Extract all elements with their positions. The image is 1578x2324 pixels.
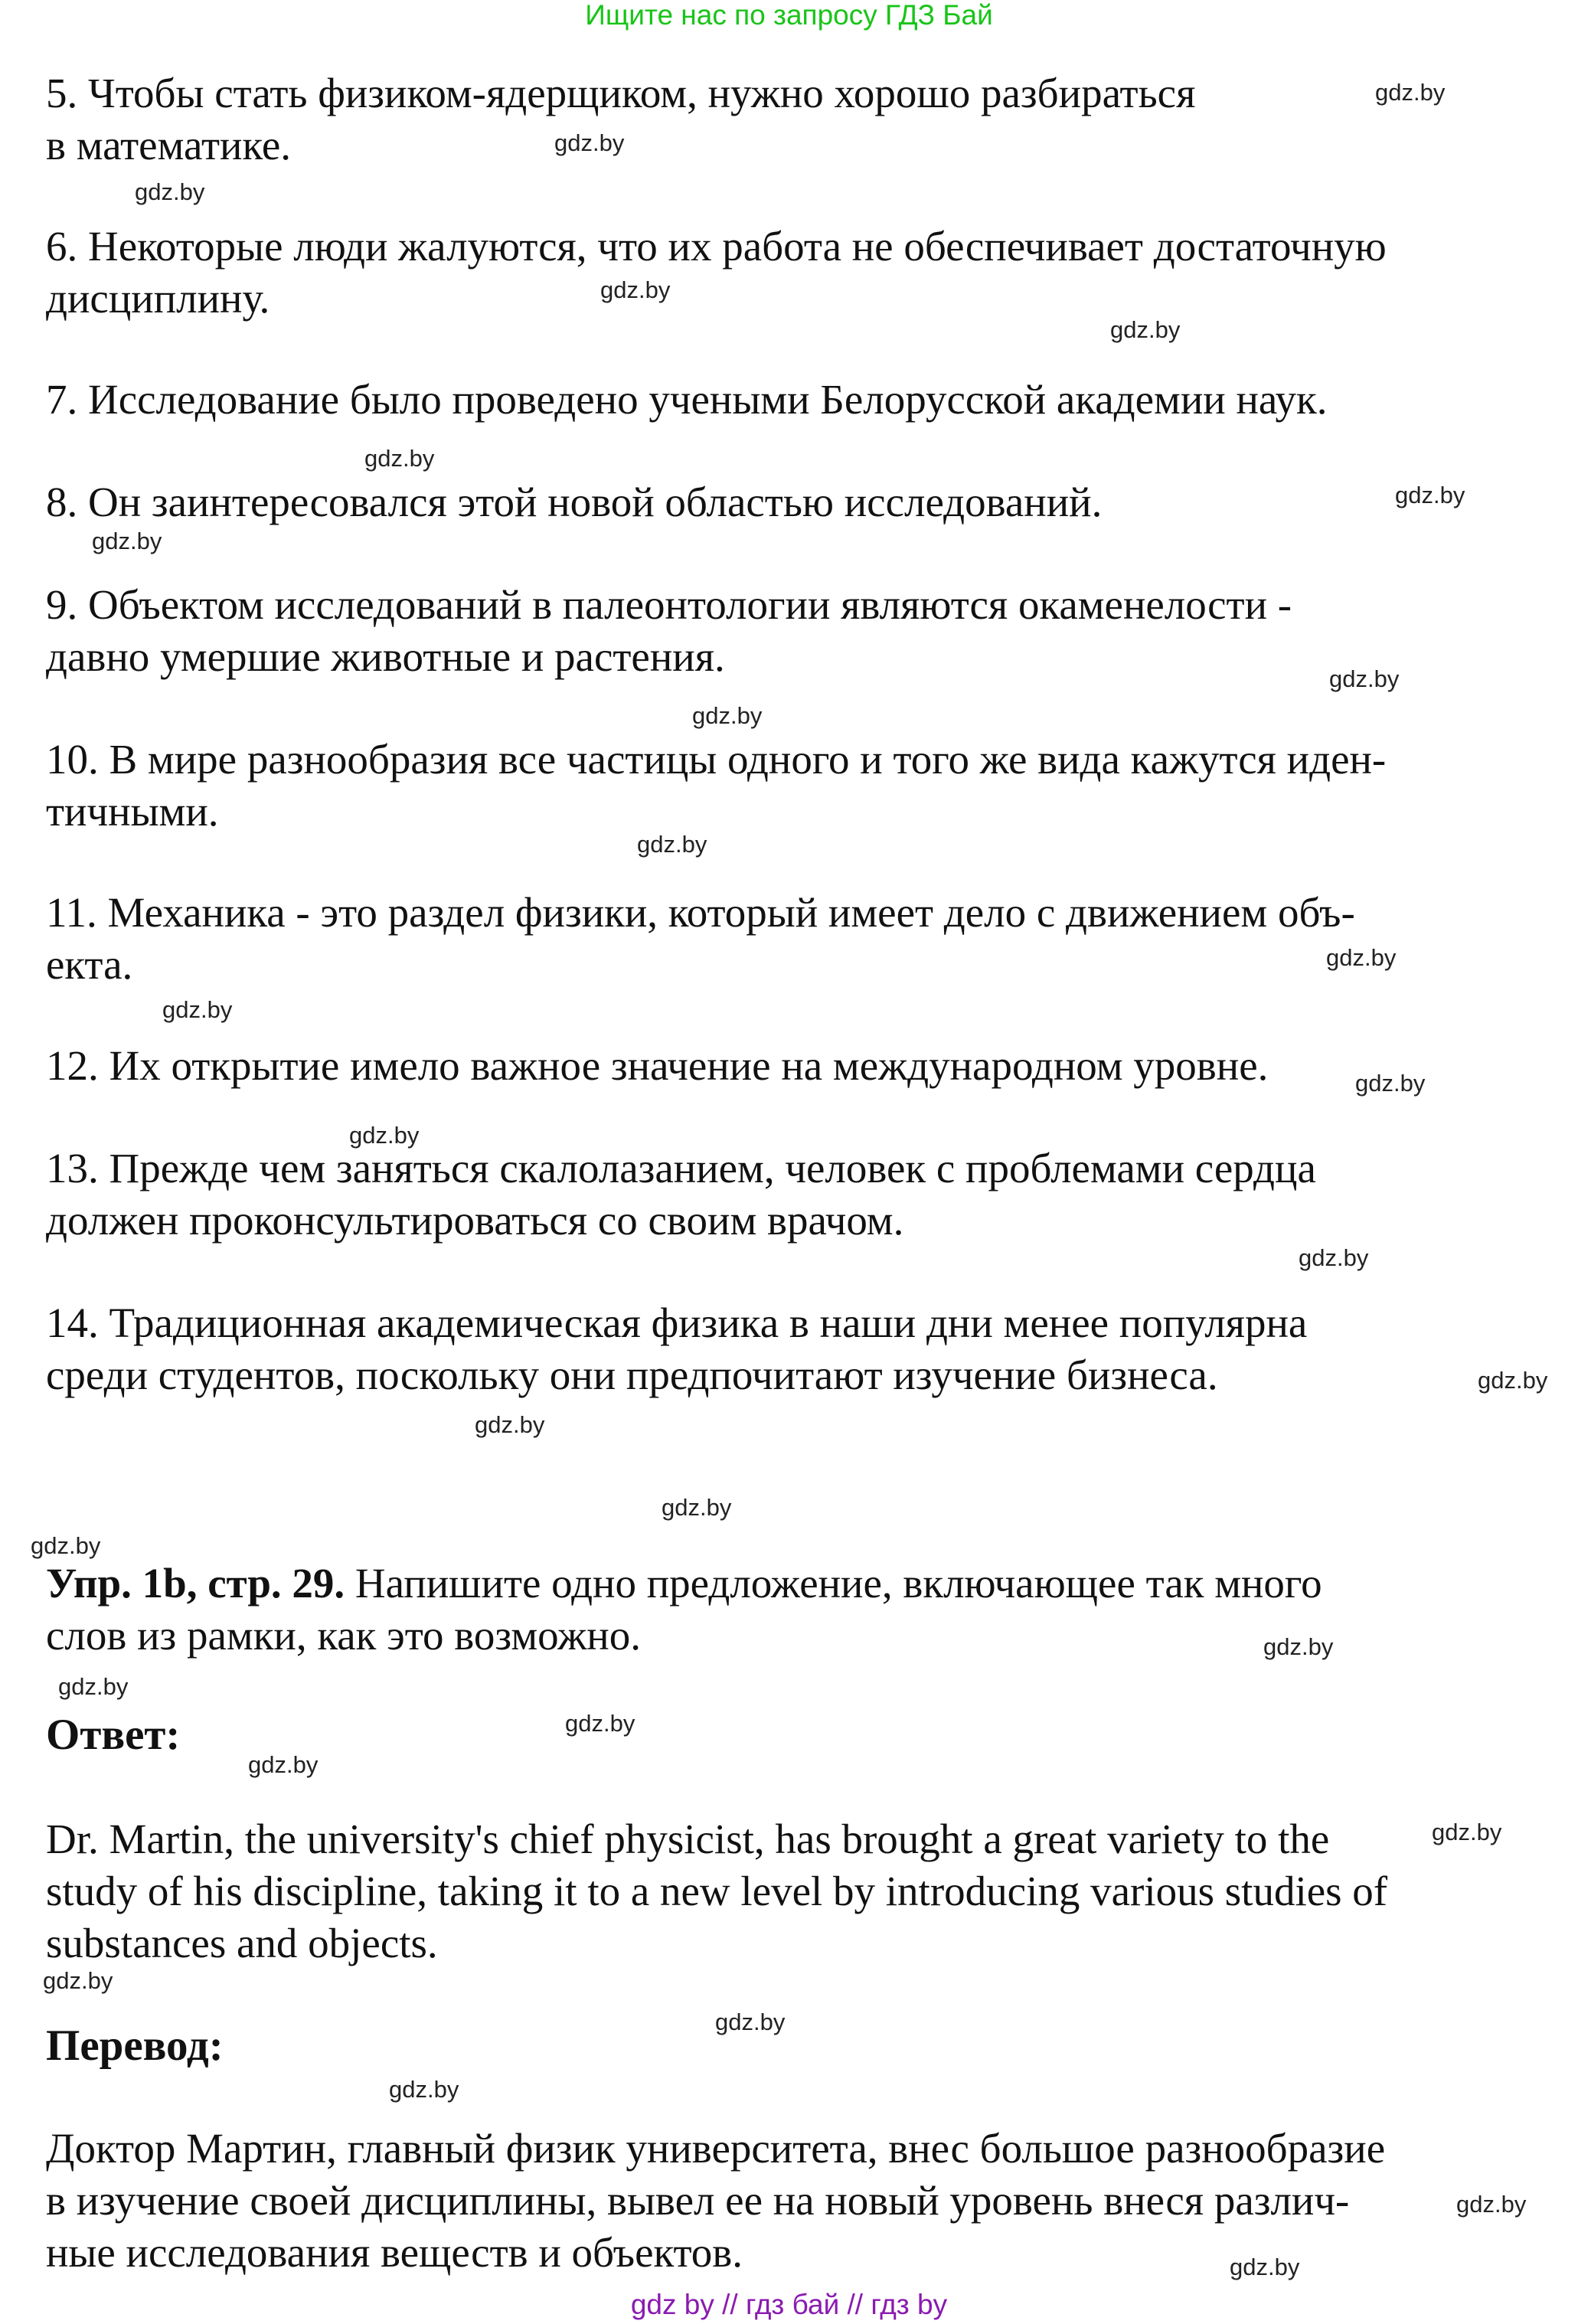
watermark: gdz.by [31, 1532, 101, 1559]
item-13-line-2: должен проконсультироваться со своим врачом. [46, 1197, 904, 1244]
footer-links[interactable]: gdz by // гдз бай // гдз by [630, 2289, 948, 2320]
watermark: gdz.by [1326, 944, 1397, 971]
watermark: gdz.by [662, 1494, 732, 1521]
list-item-8 [46, 476, 1501, 528]
item-11-line-2: екта. [46, 941, 133, 988]
watermark: gdz.by [600, 276, 671, 303]
item-9-line-1: 9. Объектом исследований в палеонтологии являются окаменелости - [46, 581, 1292, 628]
watermark: gdz.by [637, 831, 707, 858]
list-item-9 [46, 579, 1501, 683]
exercise-label: Упр. 1b, стр. 29. [46, 1560, 345, 1607]
top-banner[interactable]: Ищите нас по запросу ГДЗ Бай [585, 0, 993, 31]
translation-line-3: ные исследования веществ и объектов. [46, 2229, 743, 2276]
answer-line-3: substances and objects. [46, 1920, 438, 1966]
list-item-11 [46, 887, 1501, 991]
watermark: gdz.by [248, 1751, 319, 1778]
watermark: gdz.by [1329, 665, 1400, 692]
exercise-task-line-1: Напишите одно предложение, включающее так много [345, 1560, 1322, 1607]
list-item-10 [46, 734, 1501, 838]
item-13-line-1: 13. Прежде чем заняться скалолазанием, человек с проблемами сердца [46, 1145, 1316, 1191]
item-9-line-2: давно умершие животные и растения. [46, 633, 725, 680]
answer-text [46, 1813, 1501, 1969]
watermark: gdz.by [92, 528, 162, 554]
item-6-line-1: 6. Некоторые люди жалуются, что их работа не обеспечивает достаточную [46, 223, 1387, 270]
item-8-line-1: 8. Он заинтересовался этой новой областью исследований. [46, 479, 1103, 525]
watermark: gdz.by [1395, 482, 1465, 508]
item-5-line-2: в математике. [46, 122, 291, 168]
watermark: gdz.by [715, 2009, 786, 2035]
item-10-line-1: 10. В мире разнообразия все частицы одного и того же вида кажутся иден- [46, 736, 1387, 783]
watermark: gdz.by [1263, 1633, 1334, 1660]
item-11-line-1: 11. Механика - это раздел физики, который имеет дело с движением объ- [46, 889, 1355, 936]
watermark: gdz.by [565, 1710, 635, 1737]
watermark: gdz.by [475, 1411, 545, 1438]
item-6-line-2: дисциплину. [46, 275, 270, 322]
list-item-14 [46, 1297, 1501, 1401]
item-10-line-2: тичными. [46, 788, 219, 835]
translation-heading: Перевод: [46, 2022, 224, 2070]
watermark: gdz.by [692, 702, 763, 729]
watermark: gdz.by [1355, 1070, 1426, 1097]
item-5-line-1: 5. Чтобы стать физиком-ядерщиком, нужно хорошо разбираться [46, 70, 1196, 116]
translation-line-2: в изучение своей дисциплины, вывел ее на новый уровень внеся различ- [46, 2177, 1350, 2224]
watermark: gdz.by [135, 178, 205, 205]
list-item-12 [46, 1040, 1501, 1092]
watermark: gdz.by [1110, 316, 1181, 343]
watermark: gdz.by [162, 996, 233, 1023]
watermark: gdz.by [58, 1673, 129, 1700]
watermark: gdz.by [1230, 2254, 1300, 2280]
watermark: gdz.by [349, 1122, 420, 1149]
item-12-line-1: 12. Их открытие имело важное значение на международном уровне. [46, 1042, 1269, 1089]
item-14-line-2: среди студентов, поскольку они предпочитают изучение бизнеса. [46, 1352, 1218, 1398]
watermark: gdz.by [1456, 2191, 1527, 2218]
item-14-line-1: 14. Традиционная академическая физика в наши дни менее популярна [46, 1299, 1308, 1346]
answer-heading: Ответ: [46, 1711, 181, 1759]
watermark: gdz.by [364, 445, 435, 472]
watermark: gdz.by [554, 129, 625, 156]
list-item-13 [46, 1142, 1501, 1247]
watermark: gdz.by [43, 1967, 113, 1994]
translation-line-1: Доктор Мартин, главный физик университета, внес большое разнообразие [46, 2125, 1386, 2172]
watermark: gdz.by [1375, 79, 1446, 106]
watermark: gdz.by [1432, 1819, 1502, 1845]
list-item-7 [46, 374, 1501, 426]
list-item-5 [46, 67, 1501, 172]
list-item-6 [46, 221, 1501, 325]
watermark: gdz.by [1299, 1244, 1369, 1271]
answer-line-1: Dr. Martin, the university's chief physicist, has brought a great variety to the [46, 1816, 1330, 1862]
exercise-task-line-2: слов из рамки, как это возможно. [46, 1612, 641, 1659]
watermark: gdz.by [389, 2076, 459, 2103]
item-7-line-1: 7. Исследование было проведено учеными Белорусской академии наук. [46, 376, 1328, 423]
answer-line-2: study of his discipline, taking it to a new level by introducing various studies of [46, 1868, 1388, 1914]
watermark: gdz.by [1478, 1367, 1548, 1394]
